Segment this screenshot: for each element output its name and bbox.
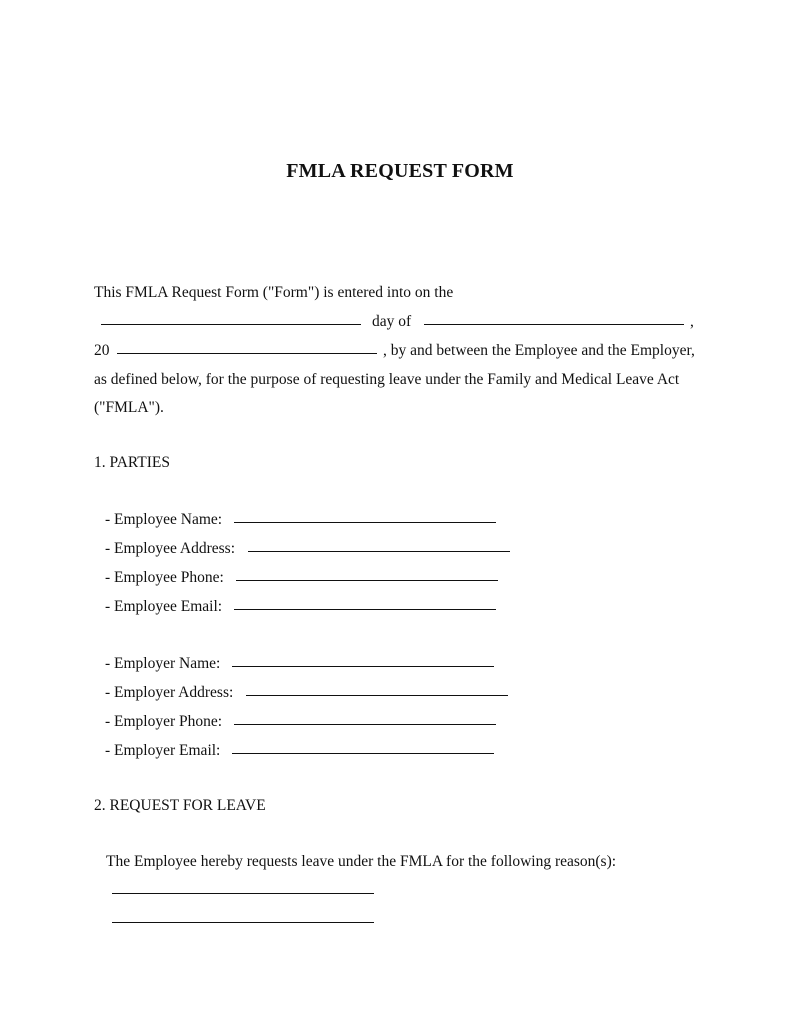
intro-line-3-suffix: , by and between the Employee and the Employer, [383, 342, 695, 359]
employee-phone-label: - Employee Phone: [105, 569, 224, 586]
agreement-year-field[interactable] [117, 335, 377, 354]
agreement-month-field[interactable] [424, 306, 684, 325]
intro-line-1: This FMLA Request Form ("Form") is entered into on the [94, 284, 454, 301]
employer-name-label: - Employer Name: [105, 655, 221, 672]
employer-email-label: - Employer Email: [105, 742, 221, 759]
employer-phone-field[interactable] [234, 706, 496, 725]
section-1-heading: 1. PARTIES [94, 454, 171, 471]
intro-line-4: as defined below, for the purpose of requesting leave under the Family and Medical Leave Act [94, 371, 680, 388]
employee-name-label: - Employee Name: [105, 511, 223, 528]
employee-email-field[interactable] [234, 591, 496, 610]
intro-line-5: ("FMLA"). [94, 399, 164, 416]
employer-name-field[interactable] [232, 648, 494, 667]
employer-address-label: - Employer Address: [105, 684, 234, 701]
leave-reason-field-1[interactable] [112, 875, 374, 894]
section-2-heading: 2. REQUEST FOR LEAVE [94, 797, 266, 814]
employee-phone-field[interactable] [236, 562, 498, 581]
employee-name-field[interactable] [234, 504, 496, 523]
employee-address-field[interactable] [248, 533, 510, 552]
form-title: FMLA REQUEST FORM [286, 160, 514, 182]
leave-reason-field-2[interactable] [112, 904, 374, 923]
leave-reason-intro: The Employee hereby requests leave under the FMLA for the following reason(s): [106, 853, 617, 870]
day-of-label: day of [372, 313, 412, 330]
employee-address-label: - Employee Address: [105, 540, 236, 557]
agreement-day-field[interactable] [101, 306, 361, 325]
employer-email-field[interactable] [232, 735, 494, 754]
employer-phone-label: - Employer Phone: [105, 713, 223, 730]
employee-email-label: - Employee Email: [105, 598, 223, 615]
date-comma: , [690, 313, 694, 330]
year-prefix-label: 20 [94, 342, 110, 359]
employer-address-field[interactable] [246, 677, 508, 696]
